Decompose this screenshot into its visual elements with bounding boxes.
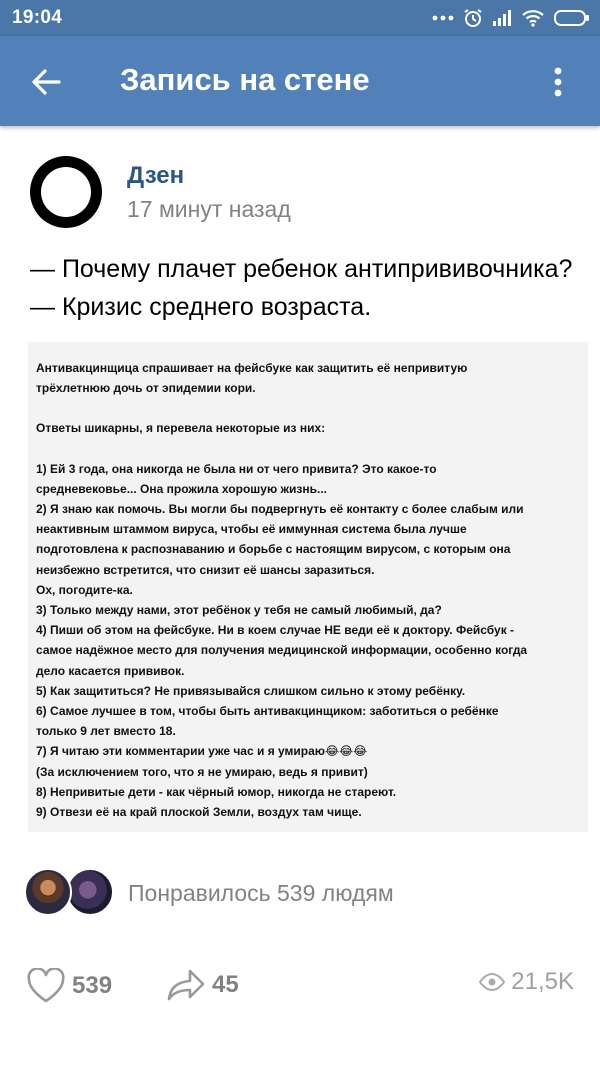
heart-icon	[26, 968, 66, 1004]
post-text	[30, 250, 590, 326]
share-count: 45	[212, 971, 239, 998]
image-text-line: 2) Я знаю как помочь. Вы могли бы подвергнуть её контакту с более слабым или	[36, 502, 524, 517]
image-text-line: 8) Непривитые дети - как чёрный юмор, никогда не стареют.	[36, 784, 397, 799]
more-vertical-icon	[554, 67, 562, 97]
image-text-line: неизбежно встретится, что снизит её шансы заразиться.	[36, 562, 375, 577]
image-text-line: неактивным штаммом вируса, чтобы её иммунная система была лучше	[36, 522, 467, 537]
zen-logo-icon	[30, 156, 102, 228]
post-header	[0, 126, 600, 246]
signal-icon	[492, 9, 512, 27]
image-text-line: 9) Отвези её на край плоской Земли, воздух там чище.	[36, 805, 362, 820]
image-text-line: (За исключением того, что я не умираю, ведь я привит)	[36, 764, 368, 779]
app-bar	[0, 36, 600, 126]
post-actions	[0, 960, 600, 1016]
back-button[interactable]	[24, 60, 68, 104]
like-count: 539	[72, 972, 113, 999]
image-text-line: 1) Ей 3 года, она никогда не была ни от чего привита? Это какое-то	[36, 461, 437, 476]
image-text-line: самое надёжное место для получения медицинской информации, особенно когда	[36, 643, 528, 658]
image-text-line: 7) Я читаю эти комментарии уже час и я умираю😂😂😂	[36, 744, 368, 759]
alarm-icon	[463, 8, 483, 28]
views-count: 21,5K	[511, 968, 574, 995]
share-arrow-icon	[166, 968, 206, 1002]
status-time: 19:04	[12, 7, 63, 28]
image-text-line: дело касается прививок.	[36, 663, 185, 678]
author-avatar[interactable]	[30, 156, 102, 228]
views-counter	[479, 968, 574, 996]
image-text-line: 5) Как защититься? Не привязывайся слишком сильно к этому ребёнку.	[36, 683, 466, 698]
wifi-icon	[521, 9, 545, 27]
eye-icon	[479, 973, 505, 991]
image-lead	[36, 418, 574, 438]
likes-summary[interactable]	[0, 862, 600, 922]
image-text-line: 6) Самое лучшее в том, чтобы быть антивакцинщиком: заботиться о ребёнке	[36, 704, 499, 719]
image-text-line: Ох, погодите-ка.	[36, 582, 133, 597]
page-title: Запись на стене	[120, 62, 370, 97]
image-text-line: трёхлетнюю дочь от эпидемии кори.	[36, 381, 256, 396]
status-icons	[432, 6, 590, 30]
author-name[interactable]: Дзен	[127, 162, 185, 189]
post-time: 17 минут назад	[127, 196, 291, 222]
like-button[interactable]	[26, 968, 112, 1004]
status-bar	[0, 0, 600, 36]
image-text-line: 3) Только между нами, этот ребёнок у тебя не самый любимый, да?	[36, 603, 442, 618]
arrow-left-icon	[31, 69, 61, 95]
dots-icon	[432, 14, 454, 22]
image-answers	[36, 459, 574, 823]
likes-summary-text: Понравилось 539 людям	[128, 880, 394, 906]
image-text-line: 4) Пиши об этом на фейсбуке. Ни в коем случае НЕ веди её к доктору. Фейсбук -	[36, 623, 515, 638]
liker-avatar	[66, 868, 114, 916]
battery-icon	[554, 9, 590, 27]
image-text-line: только 9 лет вместо 18.	[36, 724, 176, 739]
post-text-line: — Кризис среднего возраста.	[30, 293, 372, 321]
image-text-line: средневековье... Она прожила хорошую жизнь...	[36, 481, 328, 496]
image-text-line: подготовлена к распознаванию и борьбе с настоящим вирусом, с которым она	[36, 542, 511, 557]
share-button[interactable]	[166, 968, 239, 1002]
image-intro	[36, 358, 574, 398]
liker-avatar	[24, 868, 72, 916]
post-image[interactable]	[28, 342, 588, 832]
image-text-line: Антивакцинщица спрашивает на фейсбуке как защитить её непривитую	[36, 361, 468, 375]
post-text-line: — Почему плачет ребенок антипрививочника?	[30, 255, 573, 283]
image-text-line: Ответы шикарны, я перевела некоторые из них:	[36, 421, 326, 436]
more-menu-button[interactable]	[538, 60, 578, 104]
